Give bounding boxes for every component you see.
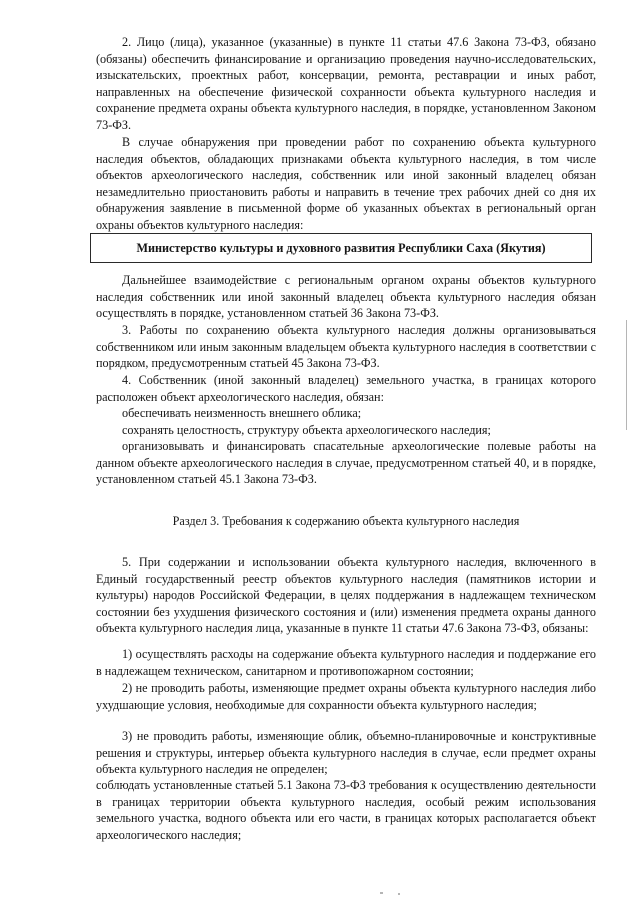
section-heading: Раздел 3. Требования к содержанию объекта культурного наследия xyxy=(172,514,520,528)
paragraph-5: 5. При содержании и использовании объекта культурного наследия, включенного в Единый государственный реестр объектов культурного наследия (памятников истории и культуры) народов Российской Федерации, в целях поддержания в надлежащем техническом состоянии без ухудшения физического состояния и (или) изменения предмета охраны данного объекта культурного наследия лица, указанные в пункте 11 статьи 47.6 Закона 73-ФЗ, обязаны: xyxy=(96,555,596,636)
item-3-no-changes: 3) не проводить работы, изменяющие облик, объемно-планировочные и конструктивные решения и структуры, интерьер объекта культурного наследия в случае, если предмет охраны объекта культурного наследия не определен; xyxy=(96,729,596,777)
authority-box: Министерство культуры и духовного развития Республики Саха (Якутия) xyxy=(90,233,592,263)
duty-excavation: организовывать и финансировать спасательные археологические полевые работы на данном объекте археологического наследия в случае, предусмотренном статьей 40, и в порядке, установленном статьей 45.1 Закона 73-ФЗ. xyxy=(96,439,596,487)
paragraph-discovery: В случае обнаружения при проведении работ по сохранению объекта культурного наследия объектов, обладающих признаками объекта культурного наследия, в том числе объектов археологического наследия, собственник или иной законный владелец обязан незамедлительно приостановить работы и направить в течение трех рабочих дней со дня их обнаружения заявление в письменной форме об указанных объектах в региональный орган охраны объектов культурного наследия: xyxy=(96,135,596,232)
paragraph-3: 3. Работы по сохранению объекта культурного наследия должны организовываться собственником или иным законным владельцем объекта культурного наследия в соответствии с порядком, предусмотренным статьей 45 Закона 73-ФЗ. xyxy=(96,323,596,371)
duty-appearance: обеспечивать неизменность внешнего облика; xyxy=(122,406,362,420)
paragraph-4: 4. Собственник (иной законный владелец) земельного участка, в границах которого расположен объект археологического наследия, обязан: xyxy=(96,373,596,404)
scan-dot-mark xyxy=(380,892,383,894)
paragraph-2: 2. Лицо (лица), указанное (указанные) в пункте 11 статьи 47.6 Закона 73-ФЗ, обязано (обязаны) обеспечить финансирование и организацию проведения научно-исследовательских, изыскательских, проектных работ, консервации, ремонта, реставрации и иных работ, направленных на обеспечение физической сохранности объекта культурного наследия и сохранение предмета охраны объекта культурного наследия, в порядке, установленном Законом 73-ФЗ. xyxy=(96,35,596,132)
paragraph-interaction: Дальнейшее взаимодействие с региональным органом охраны объектов культурного наследия собственник или иной законный владелец объекта культурного наследия обязан осуществлять в порядке, установленном статьей 36 Закона 73-ФЗ. xyxy=(96,273,596,321)
scan-dot-mark xyxy=(398,893,400,895)
item-1-expenses: 1) осуществлять расходы на содержание объекта культурного наследия и поддержание его в надлежащем техническом, санитарном и противопожарном состоянии; xyxy=(96,647,596,678)
duty-integrity: сохранять целостность, структуру объекта археологического наследия; xyxy=(122,423,491,437)
paragraph-requirements: соблюдать установленные статьей 5.1 Закона 73-ФЗ требования к осуществлению деятельности в границах территории объекта культурного наследия, особый режим использования земельного участка, водного объекта или его части, в границах которых располагается объект археологического наследия; xyxy=(96,778,596,842)
item-2-no-works: 2) не проводить работы, изменяющие предмет охраны объекта культурного наследия либо ухудшающие условия, необходимые для сохранности объекта культурного наследия; xyxy=(96,681,596,712)
scan-edge-mark xyxy=(626,320,627,430)
